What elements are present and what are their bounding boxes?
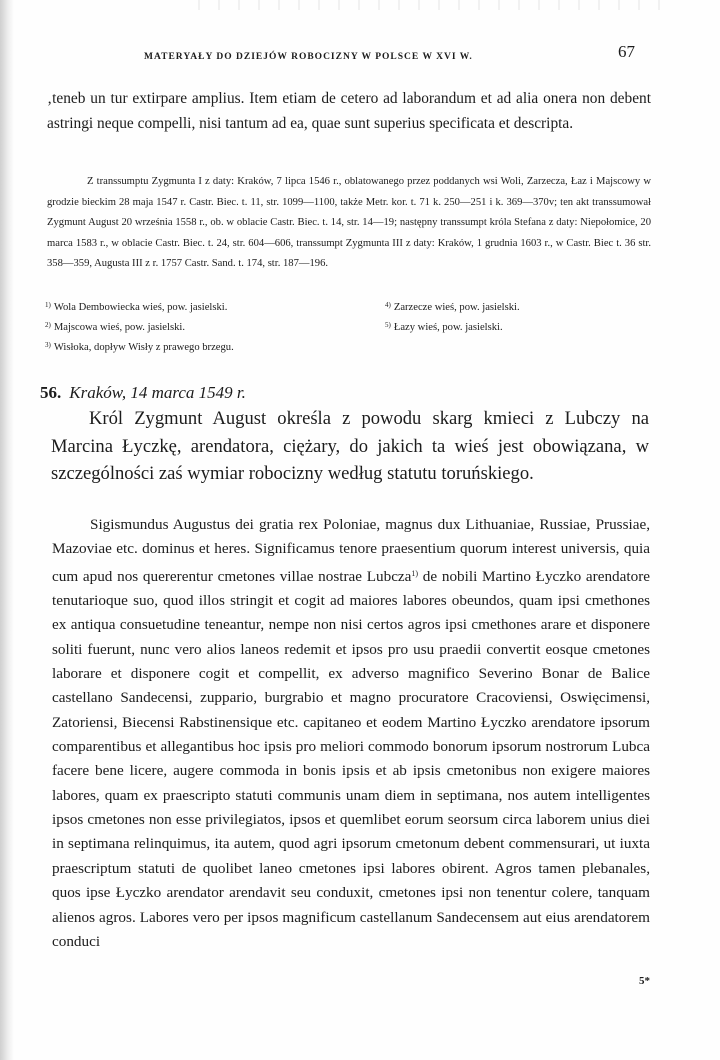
footnote-text: Zarzecze wieś, pow. jasielski. [393, 302, 520, 313]
running-title: MATERYAŁY DO DZIEJÓW ROBOCIZNY W POLSCE W XVI W. [144, 52, 473, 62]
continuation-paragraph: ‚teneb un tur extirpare amplius. Item etiam de cetero ad laborandum et ad alia onera non debent astringi neque compelli, nisi tantum ad ea, quae sunt superius specificata et descripta. [47, 90, 651, 132]
source-note-paragraph: Z transsumptu Zygmunta I z daty: Kraków, 7 lipca 1546 r., oblatowanego przez poddanych wsi Woli, Zarzecza, Łaz i Majscowy w grodzie bieckim 28 maja 1547 r. Castr. Biec. t. 11, str. 1099—1100, także Metr. kor. t. 71 k. 250—251 i k. 369—370v; ten akt transsumował Zygmunt August 20 września 1558 r., ob. w oblacie Castr. Biec. t. 14, str. 14—19; następny transsumpt króla Stefana z daty: Niepołomice, 20 marca 1583 r., w oblacie Castr. Biec. t. 24, str. 604—606, transsumpt Zygmunta III z daty: Kraków, 1 grudnia 1603 r., w Castr. Biec t. 36 str. 358—359, Augusta III z r. 1757 Castr. Sand. t. 174, str. 187—196. [47, 176, 651, 269]
scan-edge-shadow [0, 0, 14, 1060]
footnote-text: Wisłoka, dopływ Wisły z prawego brzegu. [53, 342, 234, 353]
continuation-text [47, 86, 651, 136]
scan-top-bleed [180, 0, 660, 10]
footnote-text: Łazy wieś, pow. jasielski. [393, 322, 503, 333]
footnote-mark: 5) [385, 321, 391, 329]
page-header [47, 42, 647, 66]
document-summary [51, 405, 649, 488]
footnote-mark: 1) [45, 301, 51, 309]
footnote-item [385, 315, 503, 338]
document-place-date: Kraków, 14 marca 1549 r. [69, 383, 246, 402]
document-number: 56. [40, 383, 62, 402]
document-heading [40, 383, 246, 403]
source-note [47, 172, 651, 275]
page-number: 67 [618, 42, 635, 61]
body-text-start: Sigismundus Augustus dei gratia rex Poloniae, magnus dux Lithuaniae, Russiae, Prussiae, Mazoviae etc. dominus et heres. Significamus tenore praesentium quorum interest universis, quia cum apud nos quererentur cmetones villae nostrae Lubcza [52, 516, 650, 585]
signature-mark: 5* [639, 975, 650, 987]
document-body [52, 513, 650, 954]
footnote-mark: 2) [45, 321, 51, 329]
body-footnote-mark: 1) [411, 568, 419, 578]
footnote-item [45, 335, 234, 358]
footnote-text: Wola Dembowiecka wieś, pow. jasielski. [53, 302, 228, 313]
summary-paragraph: Król Zygmunt August określa z powodu skarg kmieci z Lubczy na Marcina Łyczkę, arendatora, ciężary, do jakich ta wieś jest obowiązana, w szczególności zaś wymiar robocizny według statutu toruńskiego. [51, 408, 649, 484]
footnote-mark: 4) [385, 301, 391, 309]
footnote-text: Majscowa wieś, pow. jasielski. [53, 322, 185, 333]
footnote-mark: 3) [45, 341, 51, 349]
body-text-rest: de nobili Martino Łyczko arendatore tenutarioque suo, quod illos stringit et cogit ad maiores labores obeundos, quam ipsi cmethones ex antiqua consuetudine teneantur, nempe non nisi certos agros ipsi cmethones arare et disponere soliti fuerunt, nunc vero alios laneos redemit et ipsos pro usu praedii convertit eosque cmetones laborare et disponere cogit et compellit, ex adverso magnifico Severino Bonar de Balice castellano Sandecensi, zuppario, burgrabio et magno procuratore Cracoviensi, Oswięcimensi, Zatoriensi, Biecensi Rabstinensique etc. capitaneo et eodem Martino Łyczko arendatore ipsorum comparentibus et allegantibus hoc ipsis pro meliori commodo bonorum ipsorum nostrorum Lubca facere bene licere, augere commoda in bonis ipsis et ab ipsis cmetonibus non exigere maiores labores, quam ex praescripto statuti communis unam diem in septimana, nos autem intelligentes ipsos cmetones non esse privilegiatos, ipsos et quemlibet eorum seorsum circa laborem unius diei in septimana relinquimus, ita autem, quod agri ipsorum cmetonum debent commensurari, ut iuxta praescriptum statuti de quolibet laneo cmetones ipsi labores obirent. Agros tamen plebanales, quos ipse Łyczko arendator arendavit seu conduxit, cmetones ipsi non tenentur colere, tanquam alienos agros. Labores vero per ipsos magnificum castellanum Sandecensem aut eius arendatorem conduci [52, 567, 651, 950]
body-paragraph [52, 513, 650, 954]
